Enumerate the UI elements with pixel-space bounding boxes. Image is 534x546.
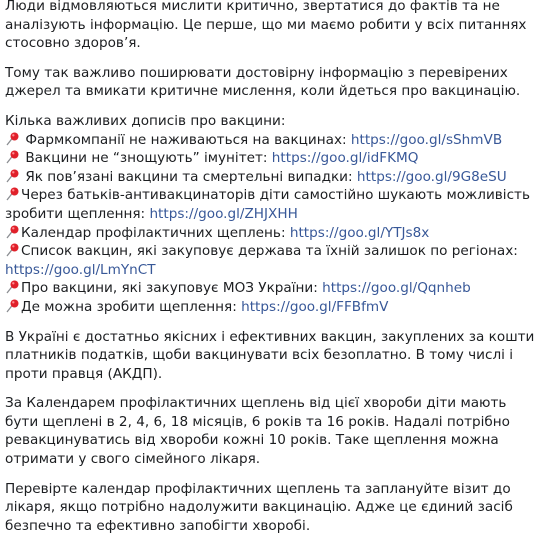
list-item-text: Як пов’язані вакцини та смертельні випадки: [21,168,357,185]
intro-line-2: аналізують інформацію. Це перше, що ми маємо робити у всіх питаннях [5,16,527,33]
list-item-link[interactable]: https://goo.gl/idFKMQ [271,150,419,167]
intro-line-1: Люди відмовляються мислити критично, звертатися до фактів та не [5,0,500,14]
round-pushpin-icon [5,225,20,239]
list-item-text: Де можна зробити щеплення: [21,298,242,315]
list-item-continuation [5,261,489,280]
para5-line-4: отримати у свого сімейного лікаря. [5,451,261,468]
para6-line-2: лікаря, якщо потрібно надолужити вакцинацію. Адже це єдиний засіб [5,499,513,516]
list-heading: Кілька важливих дописів про вакцини: [5,112,286,129]
para5-line-2: бути щеплені в 2, 4, 6, 18 місяців, 6 років та 16 років. Надалі потрібно [5,413,510,430]
list-item [5,168,507,187]
para6-line-1: Перевірте календар профілактичних щеплень та заплануйте візит до [5,480,511,497]
list-item-link[interactable]: https://goo.gl/YTJs8x [289,224,430,241]
vaccines-available-paragraph [5,328,534,384]
list-item-link[interactable]: https://goo.gl/Qqnheb [322,280,471,297]
round-pushpin-icon [5,280,20,294]
para4-line-2: платників податків, щоби вакцинувати всіх безоплатно. В тому числі і [5,347,514,364]
list-item-link[interactable]: https://goo.gl/LmYnCT [5,261,156,278]
round-pushpin-icon [5,243,20,257]
para2-line-2: джерел та вмикати критичне мислення, коли йдеться про вакцинацію. [5,83,521,100]
list-item-text: Календар профілактичних щеплень: [21,224,290,241]
round-pushpin-icon [5,299,20,313]
list-item-text: Список вакцин, які закуповує держава та їхній залишок по регіонах: [21,243,518,260]
call-to-action-paragraph [5,480,513,536]
round-pushpin-icon [5,169,20,183]
list-item [5,131,503,150]
schedule-paragraph [5,394,510,468]
list-item [5,224,489,243]
para5-line-3: ревакцинуватись від хвороби кожні 10 років. Таке щеплення можна [5,432,499,449]
para6-line-3: безпечно та ефективно запобігти хворобі. [5,517,311,534]
list-item-text: Фармкомпанії не наживаються на вакцинах: [21,131,351,148]
links-list [5,112,530,317]
post-body [5,0,534,546]
para4-line-1: В Україні є достатньо якісних і ефективних вакцин, закуплених за кошти [5,328,534,345]
para2-line-1: Тому так важливо поширювати достовірну інформацію з перевірених [5,64,508,81]
list-item-link[interactable]: https://goo.gl/sShmVB [350,131,503,148]
list-item [5,279,489,298]
list-item [5,242,518,261]
list-item [5,186,530,205]
round-pushpin-icon [5,150,20,164]
intro-line-3: стосовно здоров’я. [5,35,141,52]
list-item-text: зробити щеплення: [5,205,150,222]
round-pushpin-icon [5,187,20,201]
list-item-text: Вакцини не “знощують” імунітет: [21,150,272,167]
list-item-text: Про вакцини, які закуповує МОЗ України: [21,280,323,297]
list-item-continuation [5,205,489,224]
list-item-text: Через батьків-антивакцинаторів діти самостійно шукають можливість [21,187,530,204]
list-item-link[interactable]: https://goo.gl/9G8eSU [356,168,507,185]
critical-thinking-paragraph [5,64,521,101]
round-pushpin-icon [5,132,20,146]
para4-line-3: проти правця (АКДП). [5,365,163,382]
list-item-link[interactable]: https://goo.gl/ZHJXHH [149,205,298,222]
para5-line-1: За Календарем профілактичних щеплень від цієї хвороби діти мають [5,395,507,412]
list-item-link[interactable]: https://goo.gl/FFBfmV [241,298,389,315]
intro-paragraph [5,0,527,53]
list-item [5,149,489,168]
list-item [5,298,489,317]
